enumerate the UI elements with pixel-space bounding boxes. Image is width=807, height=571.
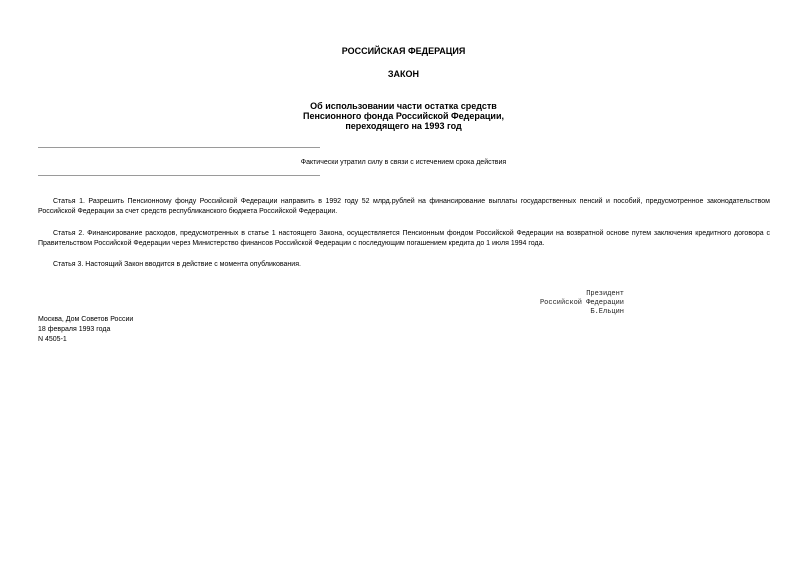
article-1: Статья 1. Разрешить Пенсионному фонду Российской Федерации направить в 1992 году 52 млрд.рублей на финансирование выплаты государственных пенсий и пособий, предусмотренное законодательством Российской Федерации за счет средств республиканского бюджета Российской Федерации. — [38, 198, 770, 215]
law-number: N 4505-1 — [38, 336, 67, 343]
law-title-line: переходящего на 1993 год — [345, 121, 462, 131]
date-text: 18 февраля 1993 года — [38, 326, 111, 333]
law-title-line: Пенсионного фонда Российской Федерации, — [302, 111, 504, 121]
signature-title: Президент — [586, 290, 624, 298]
signature-name: Б.Ельцин — [590, 308, 624, 316]
place-text: Москва, Дом Советов России — [38, 316, 134, 323]
divider-bottom — [38, 175, 320, 176]
place-date-block — [38, 315, 133, 345]
country-heading: РОССИЙСКАЯ ФЕДЕРАЦИЯ — [341, 46, 466, 56]
article-2: Статья 2. Финансирование расходов, предусмотренных в статье 1 настоящего Закона, осуществляется Пенсионным фондом Российской Федерации на возвратной основе путем заключения кредитного договора с Правительством Российской Федерации через Министерство финансов Российской Федерации с последующим погашением кредита до 1 июля 1994 года. — [38, 230, 770, 247]
law-title-line: Об использовании части остатка средств — [310, 101, 497, 111]
signature-block — [540, 290, 624, 317]
law-title — [0, 101, 807, 131]
status-note: Фактически утратил силу в связи с истечением срока действия — [300, 159, 507, 166]
document-type-heading: ЗАКОН — [387, 69, 420, 79]
divider-top — [38, 147, 320, 148]
article-3: Статья 3. Настоящий Закон вводится в действие с момента опубликования. — [53, 261, 301, 268]
signature-office: Российской Федерации — [539, 299, 624, 307]
